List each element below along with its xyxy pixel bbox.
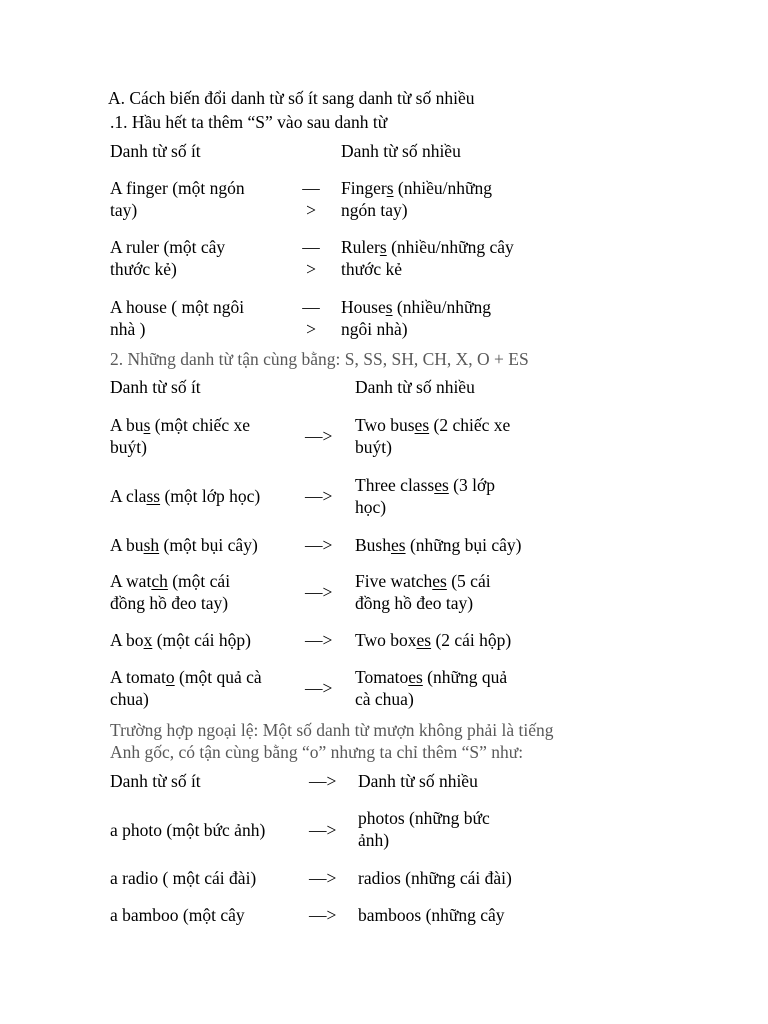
plural-cell: radios (những cái đài)	[358, 868, 512, 888]
singular-cell: a photo (một bức ảnh)	[110, 820, 266, 840]
plural-cell: Fingers (nhiều/những ngón tay)	[341, 178, 492, 220]
rule-2: 2. Những danh từ tận cùng bằng: S, SS, SH, CH, X, O + ES	[110, 349, 529, 369]
singular-cell: a radio ( một cái đài)	[110, 868, 257, 888]
arrow-cell: —>	[309, 868, 337, 888]
arrow-cell: —>	[305, 486, 333, 506]
section-heading: A. Cách biến đổi danh từ số ít sang danh từ số nhiều	[108, 88, 475, 108]
arrow-cell: — >	[302, 178, 320, 220]
table-1-header-singular: Danh từ số ít	[110, 141, 201, 161]
singular-cell: A box (một cái hộp)	[110, 630, 251, 650]
arrow-cell: —>	[305, 678, 333, 698]
arrow-cell: —>	[305, 426, 333, 446]
singular-cell: A bus (một chiếc xe buýt)	[110, 415, 250, 457]
arrow-cell: —>	[305, 582, 333, 602]
rule-1: .1. Hầu hết ta thêm “S” vào sau danh từ	[110, 112, 388, 132]
table-3-header-singular: Danh từ số ít	[110, 771, 201, 791]
plural-cell: Tomatoes (những quả cà chua)	[355, 667, 508, 709]
singular-cell: A watch (một cái đồng hồ đeo tay)	[110, 571, 231, 613]
plural-cell: Houses (nhiều/những ngôi nhà)	[341, 297, 491, 339]
singular-cell: A class (một lớp học)	[110, 486, 261, 506]
arrow-cell: — >	[302, 237, 320, 279]
arrow-cell: —>	[305, 630, 333, 650]
plural-cell: Five watches (5 cái đồng hồ đeo tay)	[355, 571, 491, 613]
exception-note: Trường hợp ngoại lệ: Một số danh từ mượn không phải là tiếng Anh gốc, có tận cùng bằng “o” nhưng ta chỉ thêm “S” như:	[110, 720, 554, 762]
table-3-header-arrow: —>	[309, 771, 337, 791]
singular-cell: A bush (một bụi cây)	[110, 535, 258, 555]
plural-cell: Two boxes (2 cái hộp)	[355, 630, 512, 650]
table-3-header-plural: Danh từ số nhiều	[358, 771, 478, 791]
table-2-header-singular: Danh từ số ít	[110, 377, 201, 397]
plural-cell: photos (những bức ảnh)	[358, 808, 490, 850]
arrow-cell: —>	[309, 905, 337, 925]
arrow-cell: —>	[305, 535, 333, 555]
singular-cell: A ruler (một cây thước kẻ)	[110, 237, 226, 279]
arrow-cell: — >	[302, 297, 320, 339]
arrow-cell: —>	[309, 820, 337, 840]
plural-cell: Three classes (3 lớp học)	[355, 475, 495, 517]
singular-cell: A finger (một ngón tay)	[110, 178, 245, 220]
table-2-header-plural: Danh từ số nhiều	[355, 377, 475, 397]
singular-cell: A tomato (một quả cà chua)	[110, 667, 262, 709]
plural-cell: Bushes (những bụi cây)	[355, 535, 522, 555]
plural-cell: Two buses (2 chiếc xe buýt)	[355, 415, 511, 457]
plural-cell: Rulers (nhiều/những cây thước kẻ	[341, 237, 514, 279]
plural-cell: bamboos (những cây	[358, 905, 505, 925]
singular-cell: a bamboo (một cây	[110, 905, 245, 925]
singular-cell: A house ( một ngôi nhà )	[110, 297, 245, 339]
table-1-header-plural: Danh từ số nhiều	[341, 141, 461, 161]
